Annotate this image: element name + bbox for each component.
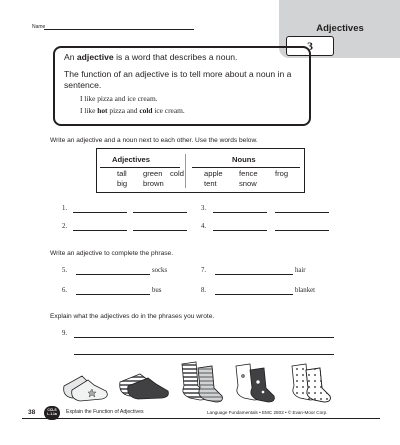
item-number: 1. <box>62 205 68 212</box>
item-number: 2. <box>62 223 68 230</box>
nouns-heading: Nouns <box>232 155 256 164</box>
word-bank-noun: snow <box>239 179 257 188</box>
sock-pair-5 <box>292 364 330 402</box>
sock-pair-2 <box>120 374 169 399</box>
sock-pair-4 <box>236 364 274 402</box>
nouns-underline <box>192 167 300 168</box>
definition-line-2: The function of an adjective is to tell more about a noun in a sentence. <box>64 69 292 90</box>
answer-line[interactable] <box>133 212 187 213</box>
answer-line[interactable] <box>76 294 150 295</box>
page-number: 38 <box>28 409 36 416</box>
example-sentence-1: I like pizza and ice cream. <box>80 94 158 103</box>
word-bank-adjective: green <box>143 169 163 178</box>
word-bank-adjective: big <box>117 179 128 188</box>
word-bank-noun: apple <box>204 169 223 178</box>
phrase-noun: hair <box>295 267 306 274</box>
word-bank-adjective: cold <box>170 169 184 178</box>
standards-badge: CCLS L.1.1a <box>44 406 60 420</box>
word-bank-adjective: tall <box>117 169 127 178</box>
answer-line[interactable] <box>275 230 329 231</box>
item-number: 8. <box>201 287 207 294</box>
item-number: 5. <box>62 267 68 274</box>
adjectives-underline <box>100 167 180 168</box>
answer-line[interactable] <box>213 212 267 213</box>
word-bank-divider <box>185 154 186 188</box>
item-number: 4. <box>201 223 207 230</box>
item-number: 3. <box>201 205 207 212</box>
answer-line[interactable] <box>74 337 334 338</box>
answer-line[interactable] <box>76 274 150 275</box>
answer-line[interactable] <box>74 354 334 355</box>
phrase-noun: socks <box>152 267 168 274</box>
term-adjective: adjective <box>76 52 114 62</box>
instruction-2: Write an adjective to complete the phrase. <box>50 250 174 257</box>
socks-illustration <box>60 360 350 404</box>
topic-title: Adjectives <box>316 23 364 34</box>
phrase-noun: bus <box>152 287 162 294</box>
name-label: Name <box>32 24 46 30</box>
answer-line[interactable] <box>215 294 293 295</box>
word-bank-noun: tent <box>204 179 217 188</box>
item-number: 7. <box>201 267 207 274</box>
footer-credit: Language Fundamentals • EMC 2803 • © Evan-Moor Corp. <box>207 410 328 415</box>
answer-line[interactable] <box>213 230 267 231</box>
instruction-3: Explain what the adjectives do in the phrases you wrote. <box>50 313 215 320</box>
answer-line[interactable] <box>73 230 127 231</box>
footer-title: Explain the Function of Adjectives <box>66 409 144 415</box>
answer-line[interactable] <box>73 212 127 213</box>
word-bank-noun: fence <box>239 169 258 178</box>
word-bank-noun: frog <box>275 169 289 178</box>
phrase-noun: blanket <box>295 287 316 294</box>
sock-pair-3 <box>182 362 222 402</box>
instruction-1: Write an adjective and a noun next to each other. Use the words below. <box>50 137 258 144</box>
definition-line-1: An adjective is a word that describes a noun. <box>64 52 238 62</box>
answer-line[interactable] <box>275 212 329 213</box>
adjectives-heading: Adjectives <box>112 155 150 164</box>
example-sentence-2: I like hot pizza and cold ice cream. <box>80 106 185 115</box>
footer-rule <box>22 418 380 419</box>
answer-line[interactable] <box>133 230 187 231</box>
item-number: 6. <box>62 287 68 294</box>
word-bank-adjective: brown <box>143 179 164 188</box>
name-answer-line[interactable] <box>44 29 194 30</box>
item-number: 9. <box>62 330 68 337</box>
answer-line[interactable] <box>215 274 293 275</box>
lesson-number: 3 <box>286 36 334 56</box>
sock-pair-1 <box>64 376 108 401</box>
